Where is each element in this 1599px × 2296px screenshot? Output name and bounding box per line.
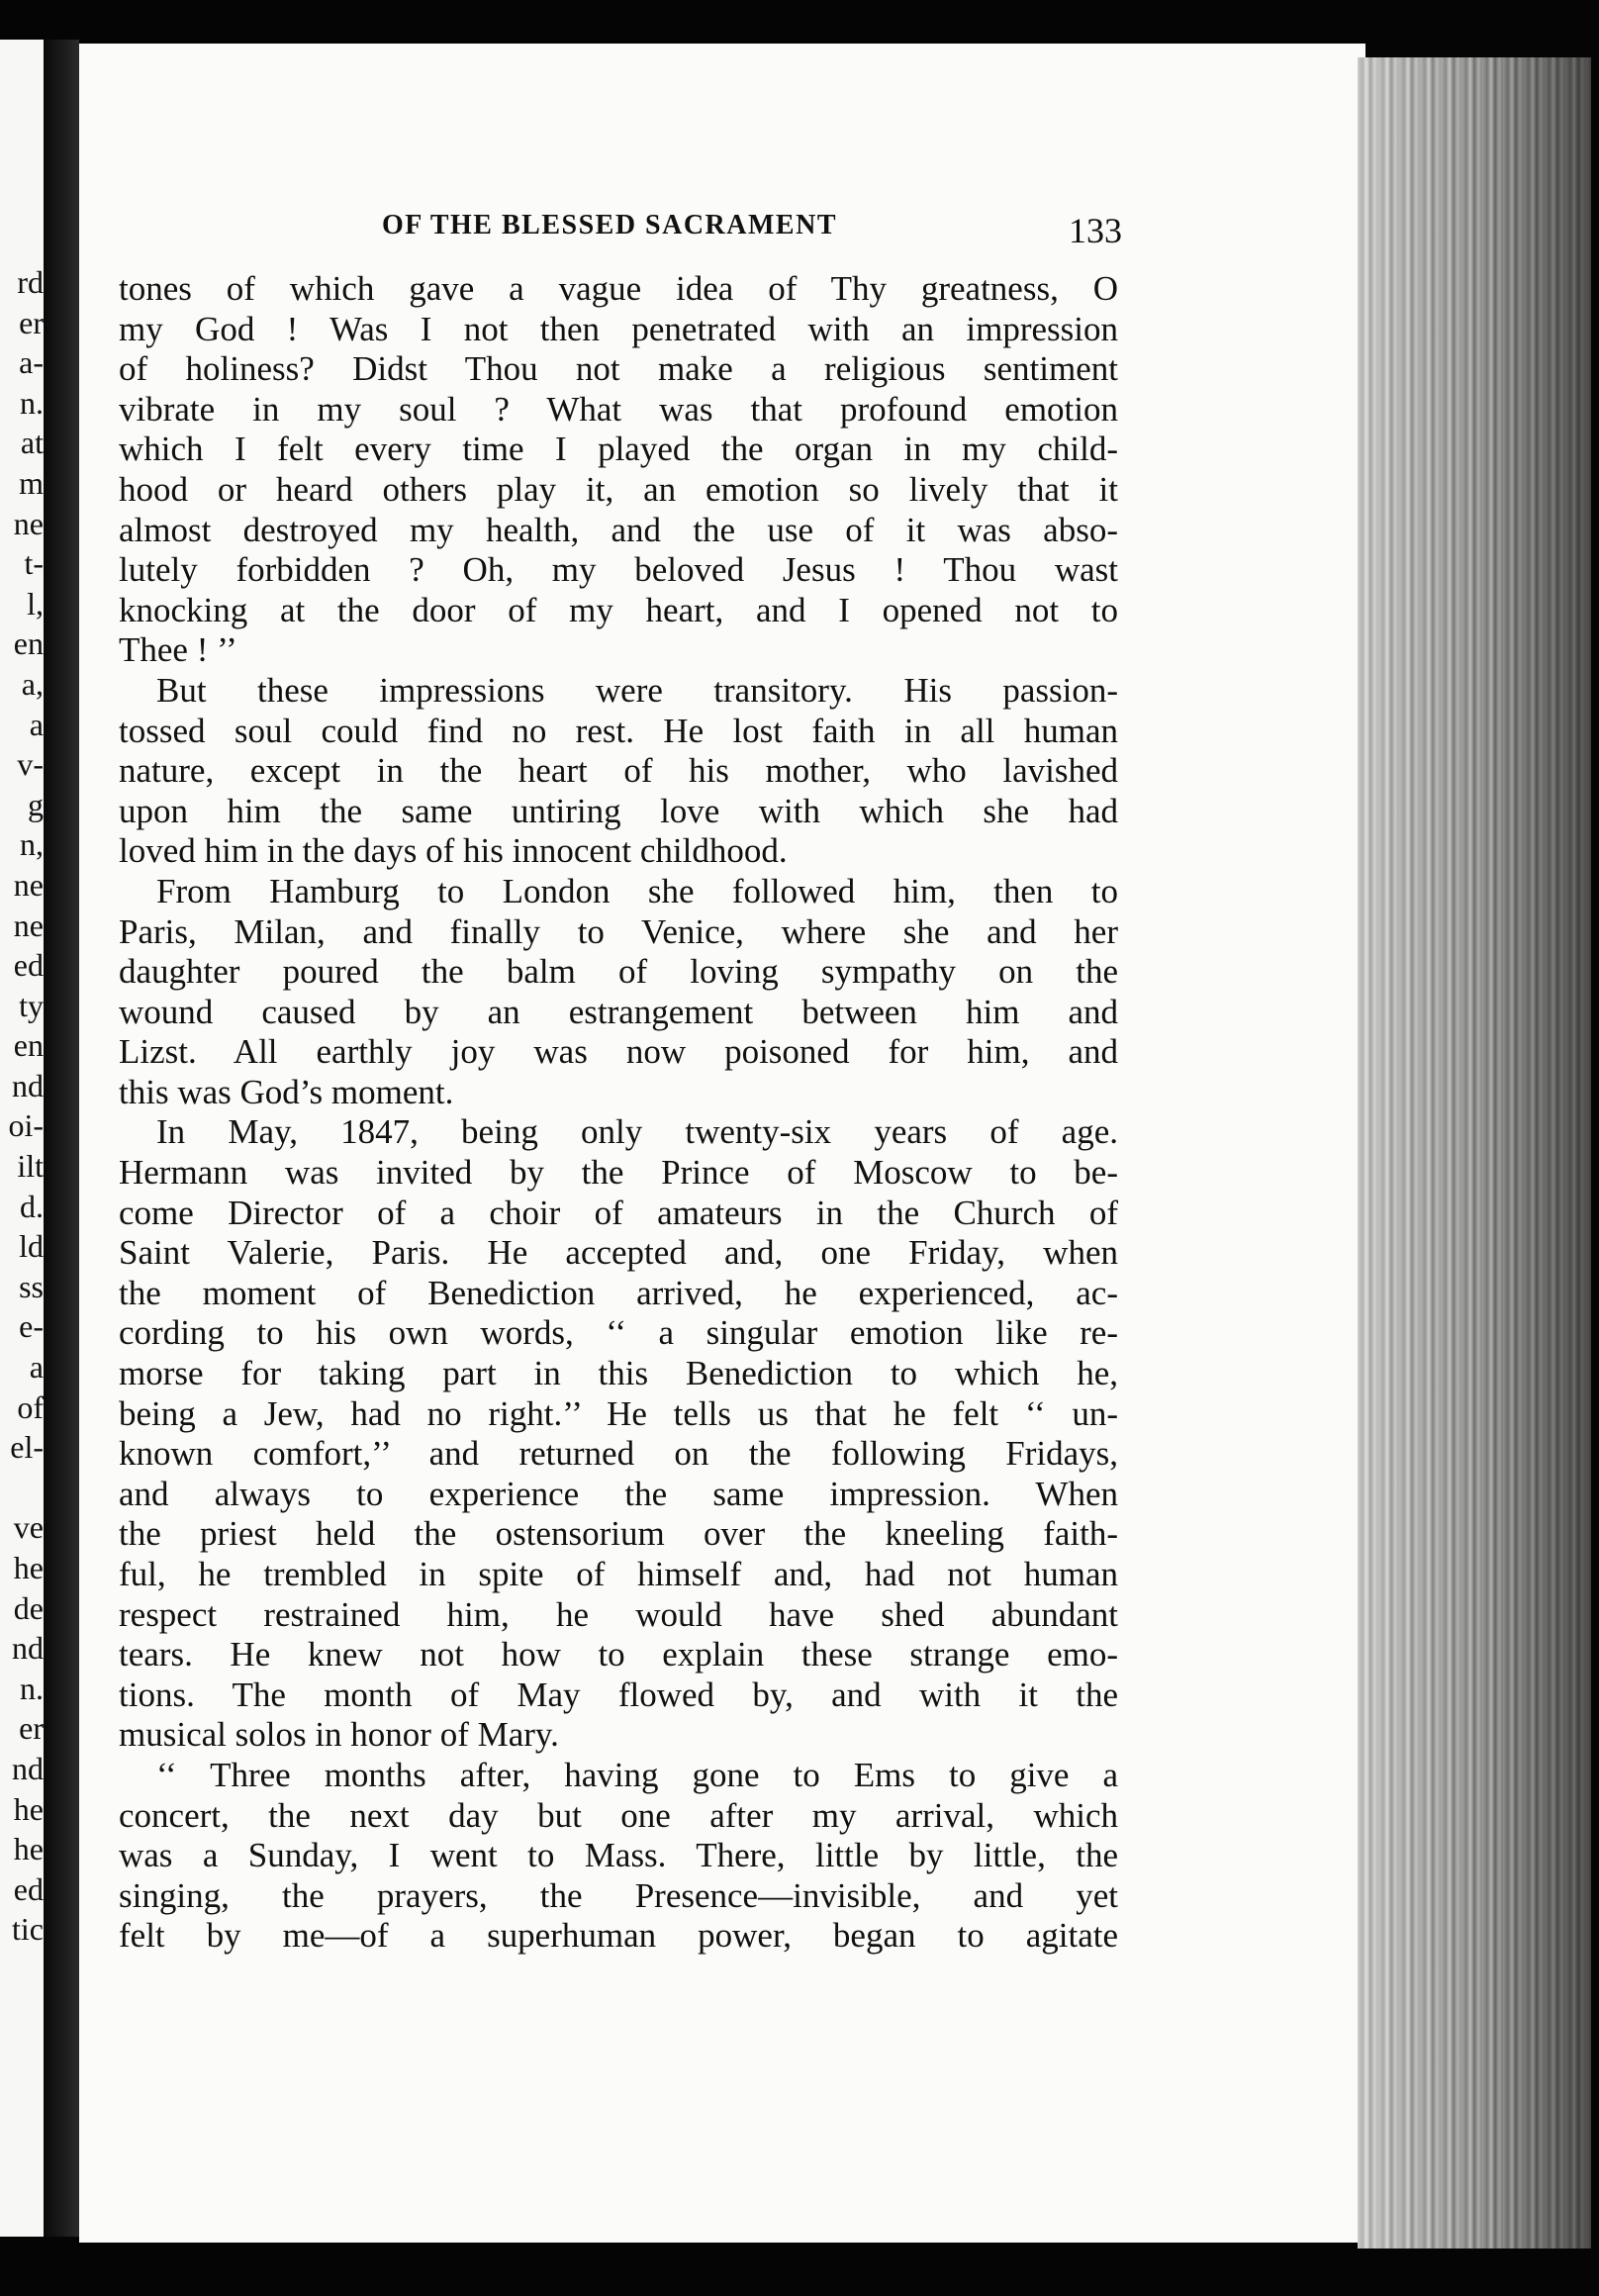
text-line: In May, 1847, being only twenty-six years of age.: [156, 1112, 1118, 1152]
text-line: Thee ! ’’: [119, 630, 237, 670]
previous-page-fragment: ne: [13, 505, 44, 541]
previous-page-fragment: er: [19, 1710, 44, 1747]
previous-page-fragment: [0, 1468, 44, 1508]
text-line: which I felt every time I played the organ in my child-: [119, 430, 1118, 469]
text-line: come Director of a choir of amateurs in the Church of: [119, 1193, 1118, 1232]
text-line: tossed soul could find no rest. He lost faith in all human: [119, 711, 1118, 750]
previous-page-fragment: el-: [10, 1429, 44, 1466]
text-line: the priest held the ostensorium over the kneeling faith-: [119, 1514, 1118, 1554]
previous-page-fragment: d.: [20, 1188, 44, 1224]
text-line: But these impressions were transitory. His passion-: [156, 670, 1118, 710]
text-line: the moment of Benediction arrived, he experienced, ac-: [119, 1273, 1118, 1312]
page-edges: [1358, 57, 1591, 2248]
previous-page-fragment: ld: [19, 1228, 44, 1265]
text-line: respect restrained him, he would have shed abundant: [119, 1594, 1118, 1634]
previous-page-fragment: nd: [12, 1750, 44, 1786]
previous-page-fragment: of: [17, 1388, 44, 1425]
text-line: tones of which gave a vague idea of Thy greatness, O: [119, 269, 1118, 308]
previous-page-fragment: v-: [17, 746, 44, 783]
text-line: tears. He knew not how to explain these strange emo-: [119, 1635, 1118, 1674]
previous-page-fragment: rd: [17, 264, 44, 300]
page-number: 133: [1069, 211, 1122, 250]
previous-page-fragment: t-: [24, 545, 44, 582]
previous-page-fragment: e-: [19, 1308, 44, 1345]
previous-page-fragment: a,: [21, 665, 44, 702]
text-line: From Hamburg to London she followed him, then to: [156, 871, 1118, 910]
previous-page-fragment: nd: [12, 1067, 44, 1103]
text-line: was a Sunday, I went to Mass. There, little by little, the: [119, 1836, 1118, 1875]
text-line: Hermann was invited by the Prince of Moscow to be-: [119, 1153, 1118, 1193]
previous-page-fragment: n,: [20, 826, 44, 863]
text-line: ful, he trembled in spite of himself and, had not human: [119, 1555, 1118, 1593]
previous-page-fragment: nd: [12, 1630, 44, 1667]
text-line: concert, the next day but one after my arrival, which: [119, 1795, 1118, 1835]
previous-page-fragment: he: [13, 1831, 44, 1867]
text-line: ‘‘ Three months after, having gone to Ems to give a: [156, 1755, 1118, 1794]
text-line: hood or heard others play it, an emotion so lively that it: [119, 469, 1118, 509]
previous-page-fragment: ilt: [17, 1148, 44, 1185]
text-line: loved him in the days of his innocent childhood.: [119, 831, 788, 871]
paragraph: [119, 1756, 1118, 1957]
previous-page-fragment: ed: [13, 947, 44, 984]
text-line: of holiness? Didst Thou not make a religious sentiment: [119, 349, 1118, 389]
paragraph: [119, 671, 1118, 872]
paragraph: [119, 1112, 1118, 1756]
previous-page-fragment: a: [29, 706, 44, 742]
text-line: wound caused by an estrangement between him and: [119, 992, 1118, 1031]
previous-page-text-fragments: [0, 262, 44, 1950]
text-line: musical solos in honor of Mary.: [119, 1715, 559, 1755]
text-line: nature, except in the heart of his mother, who lavished: [119, 751, 1118, 791]
text-line: Lizst. All earthly joy was now poisoned for him, and: [119, 1032, 1118, 1072]
text-line: being a Jew, had no right.’’ He tells us that he felt ‘‘ un-: [119, 1393, 1118, 1433]
text-line: and always to experience the same impression. When: [119, 1474, 1118, 1513]
previous-page-fragment: ed: [13, 1870, 44, 1907]
previous-page-fragment: en: [13, 1027, 44, 1064]
previous-page-fragment: oi-: [8, 1107, 44, 1144]
text-line: lutely forbidden ? Oh, my beloved Jesus ! Thou wast: [119, 550, 1118, 590]
previous-page-fragment: en: [13, 625, 44, 662]
text-line: knocking at the door of my heart, and I opened not to: [119, 590, 1118, 629]
previous-page-fragment: ne: [13, 866, 44, 903]
body-text: [119, 269, 1118, 1957]
text-line: Saint Valerie, Paris. He accepted and, one Friday, when: [119, 1233, 1118, 1273]
previous-page-fragment: de: [13, 1589, 44, 1626]
previous-page-fragment: a-: [19, 344, 44, 381]
paragraph: [119, 872, 1118, 1113]
text-line: morse for taking part in this Benediction to which he,: [119, 1354, 1118, 1393]
previous-page-fragment: he: [13, 1550, 44, 1585]
text-line: Paris, Milan, and finally to Venice, where she and her: [119, 911, 1118, 951]
previous-page-fragment: tic: [12, 1911, 44, 1948]
previous-page-fragment: ty: [19, 987, 44, 1023]
previous-page-fragment: g: [28, 786, 44, 822]
previous-page-fragment: l,: [27, 585, 44, 622]
book-gutter: [44, 40, 79, 2237]
text-line: cording to his own words, ‘‘ a singular emotion like re-: [119, 1313, 1118, 1353]
previous-page-fragment: a: [29, 1349, 44, 1386]
text-line: felt by me—of a superhuman power, began to agitate: [119, 1916, 1118, 1956]
text-line: daughter poured the balm of loving sympathy on the: [119, 952, 1118, 992]
previous-page-fragment: ne: [13, 907, 44, 943]
paragraph: [119, 269, 1118, 671]
text-line: almost destroyed my health, and the use of it was abso-: [119, 510, 1118, 549]
previous-page-fragment: er: [19, 304, 44, 340]
text-line: this was God’s moment.: [119, 1072, 454, 1111]
previous-page-fragment: ss: [19, 1268, 44, 1304]
running-head: OF THE BLESSED SACRAMENT: [382, 210, 837, 240]
text-line: tions. The month of May flowed by, and with it the: [119, 1674, 1118, 1714]
previous-page-fragment: he: [13, 1790, 44, 1827]
previous-page-fragment: n.: [20, 384, 44, 421]
text-line: vibrate in my soul ? What was that profound emotion: [119, 389, 1118, 429]
text-line: upon him the same untiring love with which she had: [119, 791, 1118, 830]
previous-page-fragment: ve: [13, 1509, 44, 1546]
previous-page: [0, 40, 44, 2237]
previous-page-fragment: n.: [20, 1670, 44, 1706]
text-line: known comfort,’’ and returned on the following Fridays,: [119, 1434, 1118, 1474]
text-line: my God ! Was I not then penetrated with an impression: [119, 309, 1118, 348]
previous-page-fragment: at: [20, 425, 44, 461]
previous-page-fragment: m: [19, 464, 44, 501]
text-line: singing, the prayers, the Presence—invisible, and yet: [119, 1875, 1118, 1915]
